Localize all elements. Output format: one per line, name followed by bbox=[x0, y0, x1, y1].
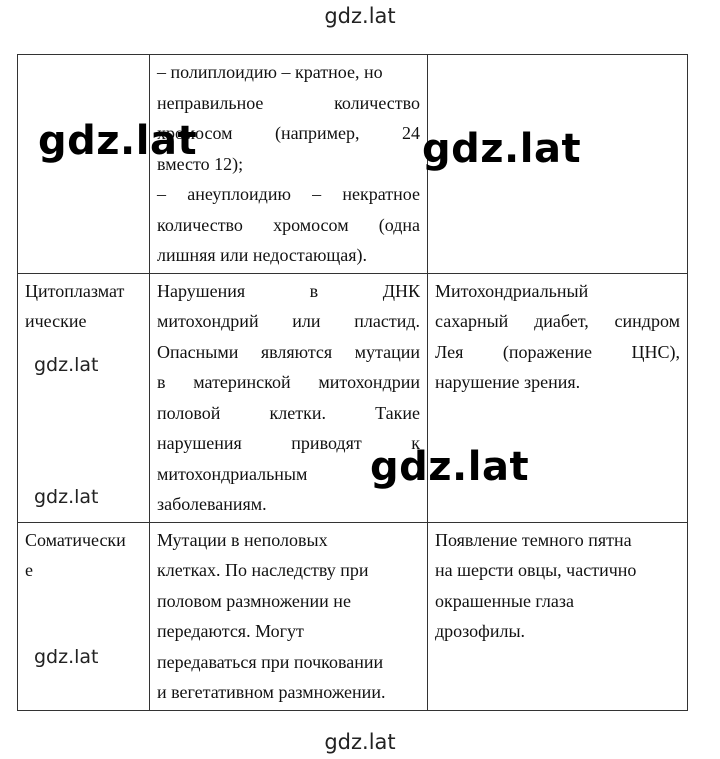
cell-line: заболеваниям. bbox=[157, 494, 267, 514]
watermark-large: gdz.lat bbox=[370, 444, 530, 490]
table-cell-description bbox=[150, 522, 428, 710]
cell-line: ические bbox=[25, 311, 87, 331]
watermark-top: gdz.lat bbox=[324, 4, 396, 28]
cell-line: Митохондриальный bbox=[435, 280, 589, 301]
cell-line: неправильное количество bbox=[157, 92, 420, 113]
cell-line: на шерсти овцы, частично bbox=[435, 560, 637, 580]
cell-line: митохондрий или пластид. bbox=[157, 311, 420, 331]
watermark-large: gdz.lat bbox=[38, 118, 198, 164]
cell-line: сахарный диабет, синдром bbox=[435, 311, 680, 331]
cell-line: Лея (поражение ЦНС), bbox=[435, 341, 680, 362]
table-cell-type bbox=[18, 273, 150, 522]
cell-line: Нарушения в ДНК bbox=[157, 280, 420, 301]
watermark-bottom: gdz.lat bbox=[324, 730, 396, 754]
cell-line: и вегетативном размножении. bbox=[157, 682, 386, 702]
table-cell-example bbox=[428, 522, 688, 710]
cell-line: передаются. Могут bbox=[157, 621, 304, 641]
cell-line: хромосом (например, 24 bbox=[157, 123, 420, 143]
cell-line: нарушения приводят к bbox=[157, 433, 420, 453]
cell-line: половой клетки. Такие bbox=[157, 402, 420, 423]
cell-line: Цитоплазмат bbox=[25, 280, 125, 301]
cell-line: количество хромосом (одна bbox=[157, 214, 420, 235]
cell-line: – полиплоидию – кратное, но bbox=[157, 62, 383, 82]
cell-line: Опасными являются мутации bbox=[157, 341, 420, 362]
watermark-small: gdz.lat bbox=[34, 354, 99, 376]
table-cell-type bbox=[18, 522, 150, 710]
cell-line: Мутации в неполовых bbox=[157, 529, 328, 550]
cell-line: Соматически bbox=[25, 529, 126, 550]
cell-line: клетках. По наследству при bbox=[157, 560, 369, 580]
watermark-small: gdz.lat bbox=[34, 646, 99, 668]
cell-line: нарушение зрения. bbox=[435, 372, 581, 392]
table-row bbox=[18, 522, 688, 710]
cell-line: – анеуплоидию – некратное bbox=[157, 184, 420, 204]
watermark-small: gdz.lat bbox=[34, 486, 99, 508]
cell-line: лишняя или недостающая). bbox=[157, 245, 368, 265]
cell-line: е bbox=[25, 560, 33, 580]
table-row bbox=[18, 273, 688, 522]
cell-line: дрозофилы. bbox=[435, 621, 526, 641]
cell-line: передаваться при почковании bbox=[157, 651, 384, 672]
cell-line: половом размножении не bbox=[157, 590, 351, 611]
watermark-large: gdz.lat bbox=[422, 126, 582, 172]
cell-line: Появление темного пятна bbox=[435, 529, 632, 550]
cell-line: митохондриальным bbox=[157, 463, 308, 484]
cell-line: вместо 12); bbox=[157, 153, 244, 174]
cell-line: окрашенные глаза bbox=[435, 590, 574, 611]
cell-line: в материнской митохондрии bbox=[157, 372, 420, 392]
